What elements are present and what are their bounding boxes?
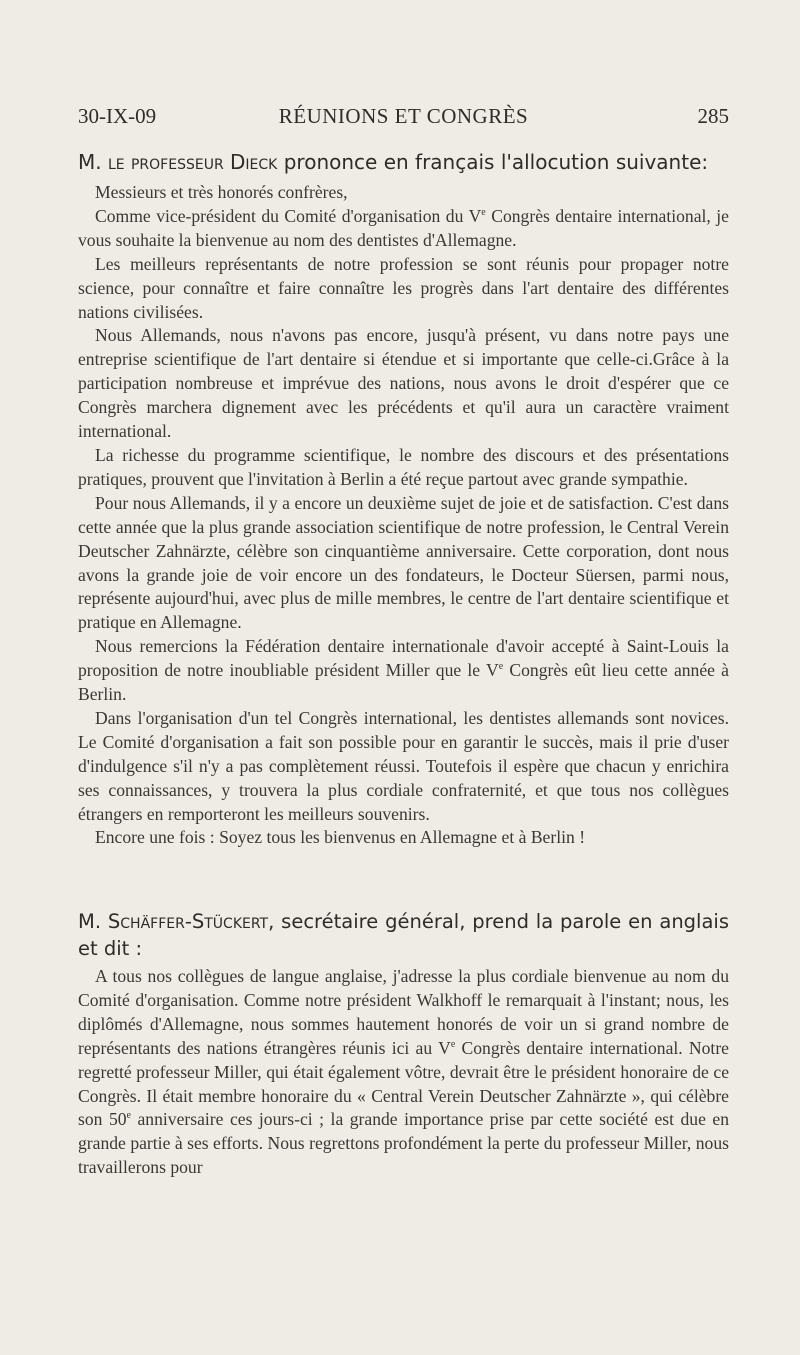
s2-text-a: A tous nos collègues de langue anglaise, j'adresse la plus cordiale bienvenue au nom du Comité d'organisation. Comme notre président Walkhoff le remarquait à l'instant; nous, les diplômés d'Allemagne, nous sommes hautement honorés de voir un si grand nombre de représentants des nations étrangères réunis ici au V xyxy=(78,966,729,1058)
p6-text-b: Congrès eût lieu cette année à Berlin. xyxy=(78,660,729,705)
speech1-paragraph-6 xyxy=(78,635,729,707)
speech1-paragraph-2: Les meilleurs représentants de notre profession se sont réunis pour propager notre science, pour connaître et faire connaître les progrès dans l'art dentaire des différentes nations civilisées. xyxy=(78,253,729,322)
speech1-paragraph-4: La richesse du programme scientifique, le nombre des discours et des présentations pratiques, prouvent que l'invitation à Berlin a été reçue partout avec grande sympathie. xyxy=(78,444,729,489)
speech1-greeting: Messieurs et très honorés confrères, xyxy=(95,182,348,202)
s2-superscript-1: e xyxy=(450,1038,456,1050)
p1-text-a: Comme vice-président du Comité d'organisation du V xyxy=(95,205,482,226)
speech-dieck xyxy=(78,181,729,850)
heading2-m: M. xyxy=(78,910,102,933)
speech2-paragraph-1 xyxy=(78,965,729,1180)
intro-title: le professeur xyxy=(107,150,224,174)
intro-m: M. xyxy=(78,150,102,174)
running-header xyxy=(78,104,729,134)
speech1-paragraph-1 xyxy=(78,205,729,253)
heading2-rest: , secrétaire général, prend la parole en anglais et dit : xyxy=(78,910,729,960)
intro-name: Dieck xyxy=(230,150,278,174)
speaker-intro xyxy=(78,148,729,176)
p6-text-a: Nous remercions la Fédération dentaire internationale d'avoir accepté à Saint-Louis la proposition de notre inoubliable président Miller que le V xyxy=(78,636,729,681)
p1-superscript: e xyxy=(481,207,486,219)
s2-superscript-2: e xyxy=(126,1110,131,1122)
header-title: RÉUNIONS ET CONGRÈS xyxy=(278,104,529,128)
speech-schaeffer xyxy=(78,965,729,1180)
p1-text-b: Congrès dentaire international, je vous souhaite la bienvenue au nom des dentistes d'Allemagne. xyxy=(78,205,729,250)
speech1-paragraph-7: Dans l'organisation d'un tel Congrès international, les dentistes allemands sont novices. Le Comité d'organisation a fait son possible pour en garantir le succès, mais il prie d'user d'indulgence s'il n'y a pas complètement réussi. Toutefois il espère que chacun y enrichira ses connaissances, y trouvera la plus cordiale confraternité, et que tous nos collègues étrangers en remporteront les meilleurs souvenirs. xyxy=(78,707,729,824)
speech1-paragraph-3: Nous Allemands, nous n'avons pas encore, jusqu'à présent, vu dans notre pays une entreprise scientifique de l'art dentaire si étendue et si importante que celle-ci.Grâce à la participation nombreuse et imprévue des nations, nous avons le droit d'espérer que ce Congrès marchera dignement avec les précédents et qu'il aura un caractère vraiment international. xyxy=(78,325,729,442)
heading2-name: Schäffer-Stückert xyxy=(107,910,269,933)
p6-superscript: e xyxy=(498,661,504,673)
header-date: 30-IX-09 xyxy=(78,104,157,128)
intro-rest: prononce en français l'allocution suivante: xyxy=(283,150,709,174)
speaker-intro-2 xyxy=(78,908,729,962)
speech1-paragraph-8: Encore une fois : Soyez tous les bienvenus en Allemagne et à Berlin ! xyxy=(95,827,586,848)
page-number: 285 xyxy=(697,104,729,128)
s2-text-c: anniversaire ces jours-ci ; la grande importance prise par cette société est due en grande partie à ses efforts. Nous regrettons profondément la perte du professeur Miller, nous travaillerons pour xyxy=(78,1109,729,1178)
s2-text-b: Congrès dentaire international. Notre regretté professeur Miller, qui était également vôtre, devrait être le président honoraire de ce Congrès. Il était membre honoraire du « Central Verein Deutscher Zahnärzte », qui célèbre son 50 xyxy=(78,1037,729,1130)
speech1-paragraph-5: Pour nous Allemands, il y a encore un deuxième sujet de joie et de satisfaction. C'est dans cette année que la plus grande association scientifique de notre profession, le Central Verein Deutscher Zahnärzte, célèbre son cinquantième anniversaire. Cette corporation, dont nous avons la grande joie de voir encore un des fondateurs, le Docteur Süersen, parmi nous, représente aujourd'hui, avec plus de mille membres, le centre de l'art dentaire scientifique et pratique en Allemagne. xyxy=(78,492,729,633)
